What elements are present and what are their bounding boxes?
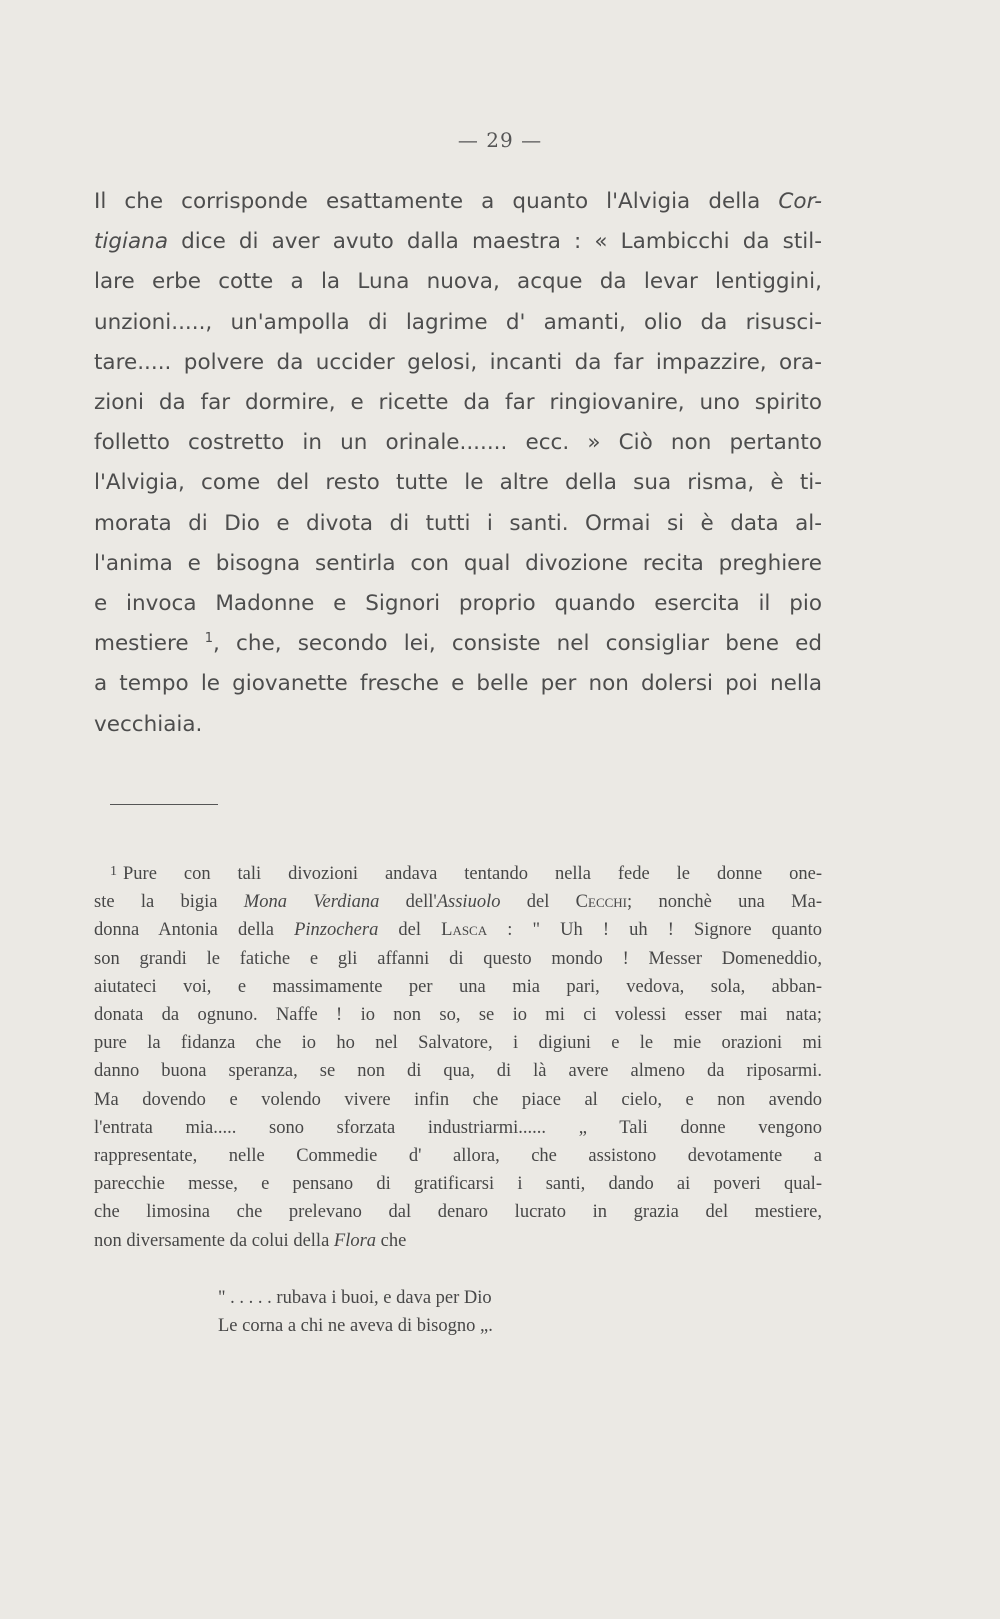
text-run: folletto costretto in un orinale....... ecc. » Ciò non pertanto [94, 430, 822, 456]
text-run: l'entrata mia..... sono sforzata industriarmi...... „ Tali donne vengono [94, 1117, 822, 1138]
text-run: , che, secondo lei, consiste nel consigliar bene ed [213, 631, 822, 657]
main-text-line [94, 504, 822, 544]
main-text-line [94, 664, 822, 704]
footnote-marker: 1 [110, 864, 117, 879]
italic-text-run: tigiana [94, 229, 169, 255]
footnote-line [94, 1001, 822, 1029]
text-run: donata da ognuno. Naffe ! io non so, se io mi ci volessi esser mai nata; [94, 1005, 822, 1026]
footnote-line [94, 1198, 822, 1226]
text-run: parecchie messe, e pensano di gratificarsi i santi, dando ai poveri qual- [94, 1174, 822, 1195]
main-text-line [94, 182, 822, 222]
italic-text-run: Pinzochera [294, 920, 379, 941]
text-run: zioni da far dormire, e ricette da far ringiovanire, uno spirito [94, 390, 822, 416]
text-run: Pure con tali divozioni andava tentando nella fede le donne one- [123, 864, 822, 884]
text-run: mestiere [94, 631, 205, 657]
main-text-line [94, 705, 822, 745]
italic-text-run: Cor- [778, 189, 822, 214]
footnote-line [94, 1170, 822, 1198]
italic-text-run: Flora [333, 1230, 377, 1251]
text-run: donna Antonia della [94, 920, 295, 941]
footnote-line [94, 1086, 822, 1114]
page-number: — 29 — [457, 128, 543, 152]
footnote-line [94, 888, 822, 916]
text-run: Il che corrisponde esattamente a quanto l'Alvigia della [94, 189, 779, 214]
main-text-line [94, 383, 822, 423]
text-run: che limosina che prelevano dal denaro lucrato in grazia del mestiere, [94, 1202, 822, 1223]
verse-line: Le corna a chi ne aveva di bisogno „. [218, 1316, 493, 1337]
text-run: del [378, 920, 442, 941]
main-text-line [94, 584, 822, 624]
text-run: dice di aver avuto dalla maestra : « Lambicchi da stil- [168, 229, 822, 255]
footnote-line [94, 1029, 822, 1057]
text-run: aiutateci voi, e massimamente per una mia pari, vedova, sola, abban- [94, 976, 822, 997]
footnote-line [94, 1142, 822, 1170]
text-run: rappresentate, nelle Commedie d' allora, che assistono devotamente a [94, 1146, 822, 1167]
small-caps-author-name: Lasca [441, 920, 488, 941]
text-run: che [376, 1230, 407, 1251]
text-run: l'Alvigia, come del resto tutte le altre della sua risma, è ti- [94, 470, 822, 496]
italic-text-run: Assiuolo [436, 892, 501, 913]
text-run: unzioni....., un'ampolla di lagrime d' amanti, olio da risusci- [94, 309, 822, 335]
text-run: morata di Dio e divota di tutti i santi. Ormai si è data al- [94, 510, 822, 536]
footnote-text [94, 858, 822, 1255]
main-text-line [94, 624, 822, 664]
text-run: ; nonchè una Ma- [627, 892, 822, 913]
footnote-reference: 1 [204, 631, 214, 647]
text-run: danno buona speranza, se non di qua, di là avere almeno da riposarmi. [94, 1061, 822, 1082]
quoted-verse [218, 1284, 493, 1340]
main-text-line [94, 343, 822, 383]
text-run: a tempo le giovanette fresche e belle per non dolersi poi nella [94, 671, 822, 697]
text-run: del [500, 892, 576, 913]
text-run: tare..... polvere da uccider gelosi, incanti da far impazzire, ora- [94, 349, 822, 375]
text-run: e invoca Madonne e Signori proprio quando esercita il pio [94, 591, 822, 617]
text-run: : " Uh ! uh ! Signore quanto [487, 920, 822, 941]
main-text-line [94, 222, 822, 262]
footnote-line [94, 858, 822, 888]
text-run: dell' [379, 892, 437, 913]
main-text-line [94, 463, 822, 503]
italic-text-run: Mona Verdiana [243, 892, 380, 913]
small-caps-author-name: Cecchi [575, 892, 628, 913]
footnote-line [94, 916, 822, 944]
text-run: lare erbe cotte a la Luna nuova, acque da levar lentiggini, [94, 269, 822, 295]
text-run: l'anima e bisogna sentirla con qual divozione recita preghiere [94, 550, 822, 576]
verse-line: " . . . . . rubava i buoi, e dava per Dio [218, 1288, 492, 1308]
text-run: son grandi le fatiche e gli affanni di questo mondo ! Messer Domeneddio, [94, 948, 822, 969]
footnote-line [94, 1057, 822, 1085]
footnote-line [94, 1227, 822, 1255]
footnote-line [94, 973, 822, 1001]
text-run: pure la fidanza che io ho nel Salvatore, i digiuni e le mie orazioni mi [94, 1033, 822, 1054]
footnote-separator-rule [110, 804, 218, 805]
main-body-text [94, 182, 822, 745]
main-text-line [94, 303, 822, 343]
text-run: Ma dovendo e volendo vivere infin che piace al cielo, e non avendo [94, 1089, 822, 1110]
text-run: vecchiaia. [94, 711, 203, 737]
text-run: ste la bigia [94, 892, 244, 913]
main-text-line [94, 423, 822, 463]
main-text-line [94, 262, 822, 302]
footnote-line [94, 945, 822, 973]
text-run: non diversamente da colui della [94, 1230, 334, 1251]
footnote-line [94, 1114, 822, 1142]
main-text-line [94, 544, 822, 584]
